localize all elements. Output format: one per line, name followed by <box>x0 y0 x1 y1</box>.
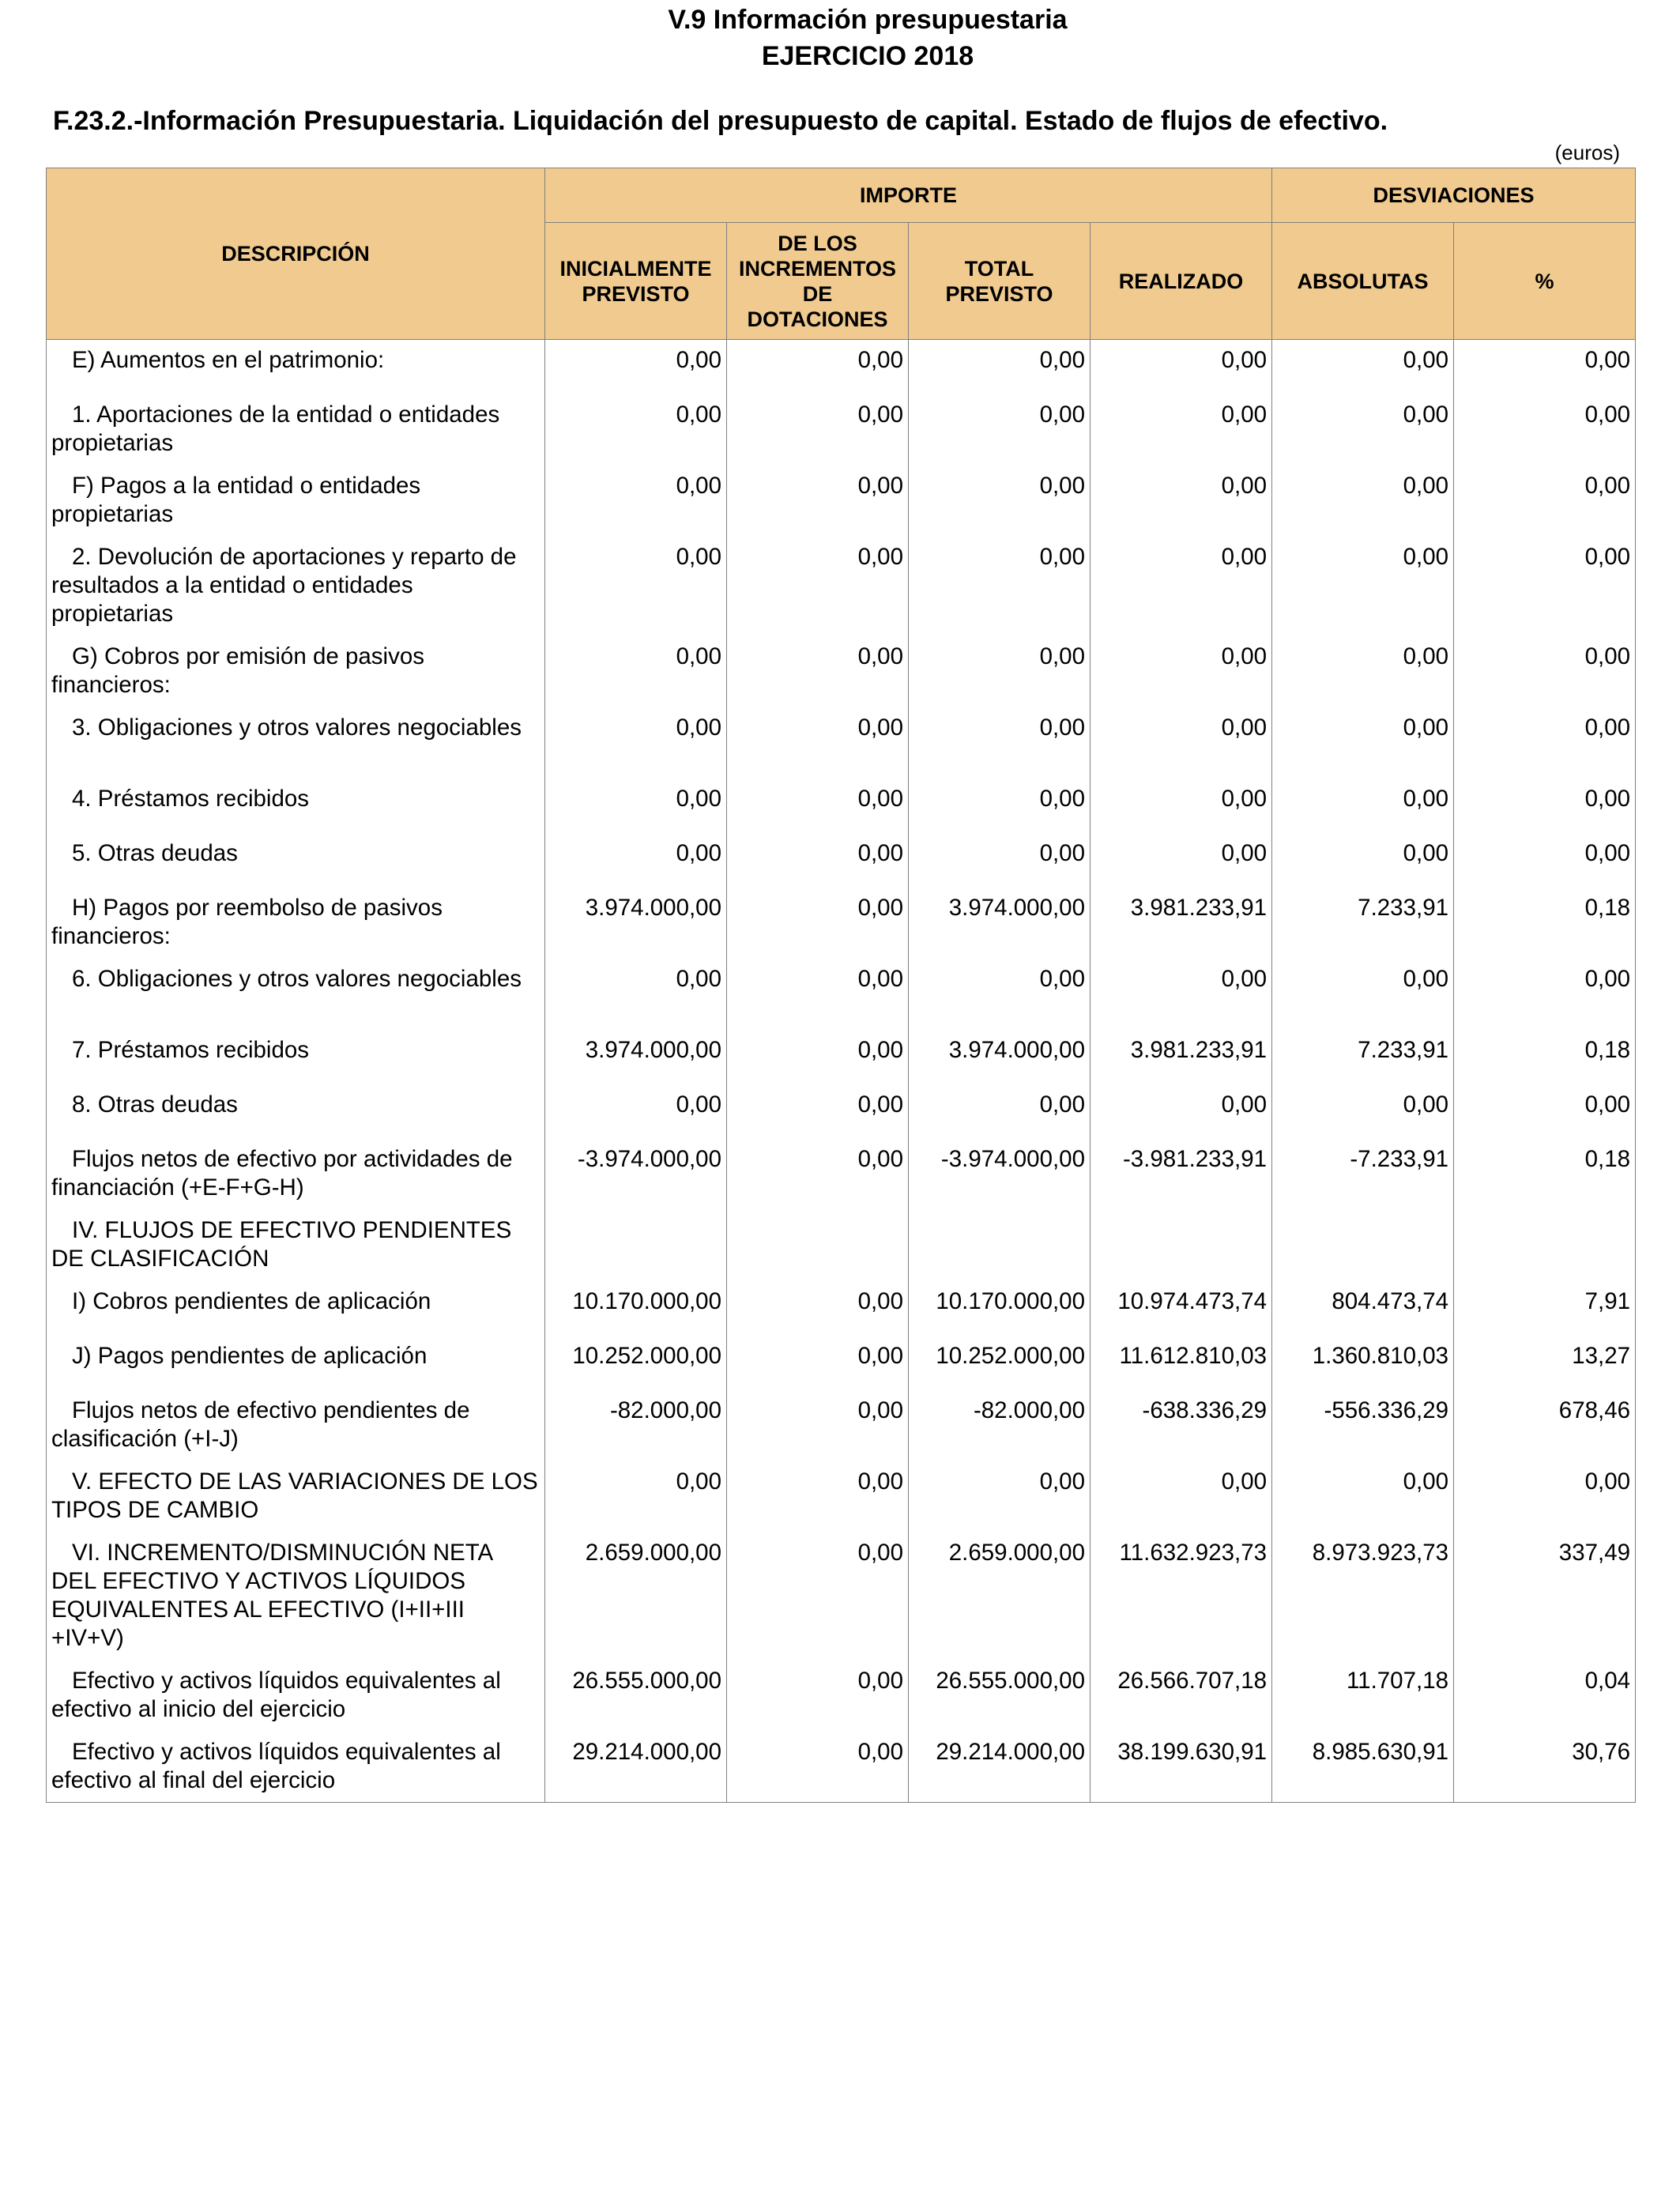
row-description-text: H) Pagos por reembolso de pasivos financieros: <box>51 894 443 949</box>
cell-absolutas: 0,00 <box>1272 466 1454 537</box>
row-description <box>47 1732 545 1803</box>
cell-inicialmente-previsto: 0,00 <box>545 1461 727 1532</box>
cell-realizado: 0,00 <box>1090 833 1272 888</box>
cell-realizado: 0,00 <box>1090 1461 1272 1532</box>
cell-porcentaje: 0,00 <box>1454 707 1636 778</box>
table-row <box>47 959 1636 1030</box>
row-description <box>47 1030 545 1084</box>
table-subtitle: F.23.2.-Información Presupuestaria. Liquidación del presupuesto de capital. Estado de flujos de efectivo. <box>53 106 1388 136</box>
cell-realizado <box>1090 1210 1272 1281</box>
cell-total-previsto: 0,00 <box>909 394 1090 466</box>
cell-porcentaje: 0,00 <box>1454 959 1636 1030</box>
cell-absolutas: 0,00 <box>1272 340 1454 394</box>
cell-porcentaje: 0,00 <box>1454 1084 1636 1139</box>
row-description-text: 7. Préstamos recibidos <box>72 1036 310 1063</box>
row-description-text: F) Pagos a la entidad o entidades propietarias <box>51 472 421 527</box>
column-header-descripcion: DESCRIPCIÓN <box>47 168 545 340</box>
cell-realizado: -638.336,29 <box>1090 1390 1272 1461</box>
cell-realizado: 0,00 <box>1090 707 1272 778</box>
cell-total-previsto: 0,00 <box>909 636 1090 707</box>
cell-absolutas: 804.473,74 <box>1272 1281 1454 1336</box>
cell-total-previsto: 0,00 <box>909 1084 1090 1139</box>
cell-inicialmente-previsto: 0,00 <box>545 340 727 394</box>
cell-total-previsto: 10.170.000,00 <box>909 1281 1090 1336</box>
cell-inicialmente-previsto: 0,00 <box>545 1084 727 1139</box>
row-description <box>47 636 545 707</box>
row-description <box>47 1281 545 1336</box>
fiscal-year: EJERCICIO 2018 <box>761 41 974 71</box>
cell-porcentaje: 0,04 <box>1454 1661 1636 1732</box>
cell-total-previsto <box>909 1210 1090 1281</box>
table-row <box>47 636 1636 707</box>
row-description-text: 3. Obligaciones y otros valores negociables <box>72 714 522 741</box>
cell-incrementos: 0,00 <box>727 1390 909 1461</box>
column-group-importe: IMPORTE <box>545 168 1272 223</box>
cell-realizado: -3.981.233,91 <box>1090 1139 1272 1210</box>
cell-total-previsto: 0,00 <box>909 1461 1090 1532</box>
cell-total-previsto: 3.974.000,00 <box>909 1030 1090 1084</box>
row-description-text: 1. Aportaciones de la entidad o entidades propietarias <box>51 401 500 456</box>
cell-incrementos: 0,00 <box>727 340 909 394</box>
cell-inicialmente-previsto: 0,00 <box>545 707 727 778</box>
row-description-text: IV. FLUJOS DE EFECTIVO PENDIENTES DE CLASIFICACIÓN <box>51 1216 512 1272</box>
column-header-realizado: REALIZADO <box>1090 223 1272 340</box>
cell-absolutas: 0,00 <box>1272 636 1454 707</box>
table-row <box>47 1030 1636 1084</box>
cell-total-previsto: 0,00 <box>909 778 1090 833</box>
row-description <box>47 1461 545 1532</box>
cell-inicialmente-previsto: -82.000,00 <box>545 1390 727 1461</box>
column-header-absolutas: ABSOLUTAS <box>1272 223 1454 340</box>
cell-inicialmente-previsto: 2.659.000,00 <box>545 1532 727 1661</box>
cell-absolutas <box>1272 1210 1454 1281</box>
column-header-inicialmente-previsto: INICIALMENTE PREVISTO <box>545 223 727 340</box>
row-description <box>47 833 545 888</box>
cell-total-previsto: 2.659.000,00 <box>909 1532 1090 1661</box>
cell-incrementos: 0,00 <box>727 1732 909 1803</box>
cell-inicialmente-previsto: 10.252.000,00 <box>545 1336 727 1390</box>
cell-realizado: 26.566.707,18 <box>1090 1661 1272 1732</box>
cell-porcentaje: 0,00 <box>1454 833 1636 888</box>
table-row <box>47 707 1636 778</box>
table-row <box>47 340 1636 394</box>
cell-inicialmente-previsto: 0,00 <box>545 959 727 1030</box>
row-description <box>47 888 545 959</box>
cash-flow-table <box>46 168 1636 1803</box>
cell-total-previsto: 3.974.000,00 <box>909 888 1090 959</box>
row-description <box>47 707 545 778</box>
cell-porcentaje: 0,00 <box>1454 1461 1636 1532</box>
row-description-text: J) Pagos pendientes de aplicación <box>72 1342 428 1369</box>
cell-porcentaje: 0,00 <box>1454 778 1636 833</box>
row-description <box>47 1210 545 1281</box>
row-description-text: 8. Otras deudas <box>72 1091 238 1118</box>
cell-inicialmente-previsto: 0,00 <box>545 537 727 636</box>
cell-realizado: 0,00 <box>1090 636 1272 707</box>
cell-realizado: 11.612.810,03 <box>1090 1336 1272 1390</box>
cell-absolutas: 0,00 <box>1272 833 1454 888</box>
cell-inicialmente-previsto: 10.170.000,00 <box>545 1281 727 1336</box>
cell-porcentaje: 13,27 <box>1454 1336 1636 1390</box>
cell-realizado: 0,00 <box>1090 778 1272 833</box>
cell-inicialmente-previsto <box>545 1210 727 1281</box>
cell-total-previsto: 0,00 <box>909 340 1090 394</box>
column-header-total-previsto: TOTAL PREVISTO <box>909 223 1090 340</box>
cell-incrementos: 0,00 <box>727 1532 909 1661</box>
cell-realizado: 3.981.233,91 <box>1090 888 1272 959</box>
table-header <box>47 168 1636 340</box>
table-row <box>47 888 1636 959</box>
cell-porcentaje: 0,18 <box>1454 1030 1636 1084</box>
units-label: (euros) <box>1554 141 1620 164</box>
cell-total-previsto: 10.252.000,00 <box>909 1336 1090 1390</box>
cell-total-previsto: -3.974.000,00 <box>909 1139 1090 1210</box>
cell-absolutas: -556.336,29 <box>1272 1390 1454 1461</box>
row-description <box>47 1532 545 1661</box>
cell-porcentaje: 0,00 <box>1454 537 1636 636</box>
table-row <box>47 537 1636 636</box>
row-description-text: VI. INCREMENTO/DISMINUCIÓN NETA DEL EFECTIVO Y ACTIVOS LÍQUIDOS EQUIVALENTES AL EFECTIVO (I+II+III +IV+V) <box>51 1539 492 1651</box>
table-row <box>47 833 1636 888</box>
cell-total-previsto: 0,00 <box>909 537 1090 636</box>
row-description-text: G) Cobros por emisión de pasivos financieros: <box>51 643 424 698</box>
report-title: V.9 Información presupuestaria <box>668 5 1068 35</box>
cell-incrementos: 0,00 <box>727 778 909 833</box>
cell-realizado: 10.974.473,74 <box>1090 1281 1272 1336</box>
cell-incrementos: 0,00 <box>727 394 909 466</box>
cell-incrementos: 0,00 <box>727 833 909 888</box>
row-description-text: Efectivo y activos líquidos equivalentes al efectivo al inicio del ejercicio <box>51 1667 501 1722</box>
header-row-groups <box>47 168 1636 223</box>
table-row <box>47 1732 1636 1803</box>
row-description <box>47 1661 545 1732</box>
cell-incrementos: 0,00 <box>727 466 909 537</box>
cell-realizado: 0,00 <box>1090 959 1272 1030</box>
cell-porcentaje: 0,00 <box>1454 394 1636 466</box>
row-description-text: Flujos netos de efectivo pendientes de clasificación (+I-J) <box>51 1397 470 1452</box>
table-row <box>47 1336 1636 1390</box>
cell-porcentaje: 678,46 <box>1454 1390 1636 1461</box>
cell-absolutas: 0,00 <box>1272 1461 1454 1532</box>
cell-porcentaje: 30,76 <box>1454 1732 1636 1803</box>
cell-incrementos <box>727 1210 909 1281</box>
cell-absolutas: 7.233,91 <box>1272 888 1454 959</box>
cell-realizado: 3.981.233,91 <box>1090 1030 1272 1084</box>
row-description-text: 4. Préstamos recibidos <box>72 785 310 812</box>
cell-inicialmente-previsto: 0,00 <box>545 636 727 707</box>
cell-realizado: 0,00 <box>1090 537 1272 636</box>
cell-absolutas: 1.360.810,03 <box>1272 1336 1454 1390</box>
cell-absolutas: -7.233,91 <box>1272 1139 1454 1210</box>
cell-inicialmente-previsto: 26.555.000,00 <box>545 1661 727 1732</box>
cell-realizado: 0,00 <box>1090 394 1272 466</box>
cell-absolutas: 11.707,18 <box>1272 1661 1454 1732</box>
row-description <box>47 537 545 636</box>
table-row <box>47 466 1636 537</box>
column-group-desviaciones: DESVIACIONES <box>1272 168 1636 223</box>
row-description-text: 6. Obligaciones y otros valores negociables <box>72 965 522 992</box>
table-row <box>47 1139 1636 1210</box>
cell-total-previsto: 0,00 <box>909 959 1090 1030</box>
cell-absolutas: 8.985.630,91 <box>1272 1732 1454 1803</box>
cell-incrementos: 0,00 <box>727 707 909 778</box>
row-description <box>47 778 545 833</box>
column-header-porcentaje: % <box>1454 223 1636 340</box>
cell-total-previsto: 0,00 <box>909 466 1090 537</box>
cell-inicialmente-previsto: 3.974.000,00 <box>545 1030 727 1084</box>
cell-total-previsto: 0,00 <box>909 707 1090 778</box>
cell-porcentaje: 0,18 <box>1454 888 1636 959</box>
table-row <box>47 1390 1636 1461</box>
row-description <box>47 1084 545 1139</box>
cell-porcentaje: 0,00 <box>1454 340 1636 394</box>
table-row <box>47 1461 1636 1532</box>
cell-porcentaje: 0,00 <box>1454 466 1636 537</box>
row-description <box>47 1139 545 1210</box>
column-header-incrementos: DE LOS INCREMENTOS DE DOTACIONES <box>727 223 909 340</box>
row-description-text: Flujos netos de efectivo por actividades de financiación (+E-F+G-H) <box>51 1145 513 1201</box>
cell-absolutas: 0,00 <box>1272 537 1454 636</box>
cell-incrementos: 0,00 <box>727 888 909 959</box>
row-description-text: E) Aumentos en el patrimonio: <box>72 347 385 373</box>
table-row <box>47 1281 1636 1336</box>
cell-incrementos: 0,00 <box>727 1661 909 1732</box>
cell-inicialmente-previsto: 0,00 <box>545 394 727 466</box>
cell-incrementos: 0,00 <box>727 959 909 1030</box>
cell-realizado: 0,00 <box>1090 1084 1272 1139</box>
cell-incrementos: 0,00 <box>727 1336 909 1390</box>
row-description <box>47 959 545 1030</box>
cell-porcentaje <box>1454 1210 1636 1281</box>
row-description <box>47 1336 545 1390</box>
cell-total-previsto: -82.000,00 <box>909 1390 1090 1461</box>
cell-absolutas: 0,00 <box>1272 394 1454 466</box>
cell-porcentaje: 7,91 <box>1454 1281 1636 1336</box>
row-description <box>47 340 545 394</box>
cell-incrementos: 0,00 <box>727 1139 909 1210</box>
cell-total-previsto: 26.555.000,00 <box>909 1661 1090 1732</box>
cell-absolutas: 0,00 <box>1272 1084 1454 1139</box>
cell-inicialmente-previsto: 0,00 <box>545 466 727 537</box>
cell-incrementos: 0,00 <box>727 537 909 636</box>
table-row <box>47 394 1636 466</box>
cell-incrementos: 0,00 <box>727 636 909 707</box>
row-description-text: I) Cobros pendientes de aplicación <box>72 1287 431 1314</box>
cell-incrementos: 0,00 <box>727 1030 909 1084</box>
cell-inicialmente-previsto: -3.974.000,00 <box>545 1139 727 1210</box>
row-description-text: V. EFECTO DE LAS VARIACIONES DE LOS TIPOS DE CAMBIO <box>51 1468 538 1523</box>
cell-absolutas: 0,00 <box>1272 707 1454 778</box>
cell-realizado: 0,00 <box>1090 466 1272 537</box>
cell-inicialmente-previsto: 0,00 <box>545 833 727 888</box>
row-description <box>47 394 545 466</box>
row-description <box>47 1390 545 1461</box>
cell-total-previsto: 0,00 <box>909 833 1090 888</box>
table-row <box>47 778 1636 833</box>
cell-absolutas: 0,00 <box>1272 778 1454 833</box>
cell-incrementos: 0,00 <box>727 1461 909 1532</box>
cell-porcentaje: 0,00 <box>1454 636 1636 707</box>
table-body <box>47 340 1636 1803</box>
table-row <box>47 1084 1636 1139</box>
table-row <box>47 1210 1636 1281</box>
row-description-text: Efectivo y activos líquidos equivalentes al efectivo al final del ejercicio <box>51 1738 501 1793</box>
cell-realizado: 0,00 <box>1090 340 1272 394</box>
row-description-text: 2. Devolución de aportaciones y reparto de resultados a la entidad o entidades propietarias <box>51 543 517 627</box>
cell-inicialmente-previsto: 0,00 <box>545 778 727 833</box>
cell-absolutas: 8.973.923,73 <box>1272 1532 1454 1661</box>
cell-realizado: 11.632.923,73 <box>1090 1532 1272 1661</box>
cell-inicialmente-previsto: 29.214.000,00 <box>545 1732 727 1803</box>
cell-inicialmente-previsto: 3.974.000,00 <box>545 888 727 959</box>
cell-total-previsto: 29.214.000,00 <box>909 1732 1090 1803</box>
cell-absolutas: 7.233,91 <box>1272 1030 1454 1084</box>
cell-porcentaje: 337,49 <box>1454 1532 1636 1661</box>
cell-porcentaje: 0,18 <box>1454 1139 1636 1210</box>
table-row <box>47 1532 1636 1661</box>
cell-incrementos: 0,00 <box>727 1281 909 1336</box>
cell-realizado: 38.199.630,91 <box>1090 1732 1272 1803</box>
cell-incrementos: 0,00 <box>727 1084 909 1139</box>
row-description-text: 5. Otras deudas <box>72 839 238 866</box>
row-description <box>47 466 545 537</box>
table-row <box>47 1661 1636 1732</box>
cell-absolutas: 0,00 <box>1272 959 1454 1030</box>
